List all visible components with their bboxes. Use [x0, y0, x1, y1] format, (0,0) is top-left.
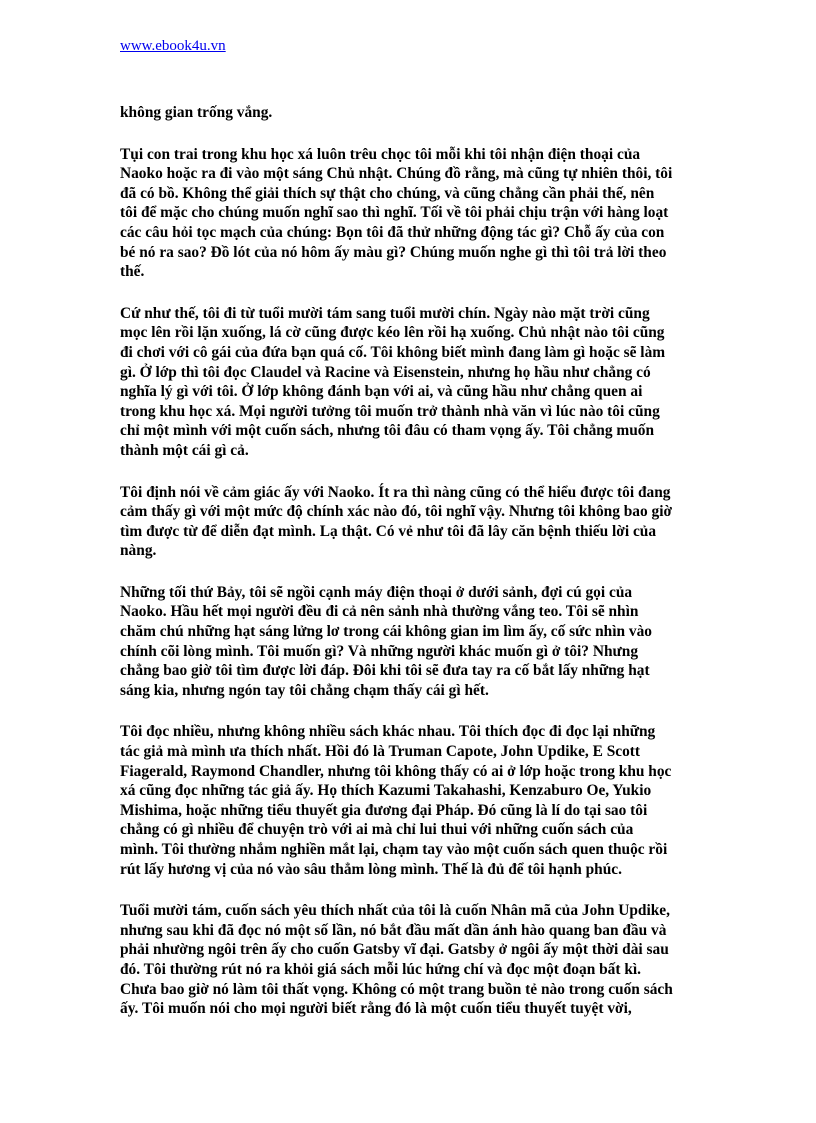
text-line: mình. Tôi thường nhắm nghiền mắt lại, chạm tay vào một cuốn sách quen thuộc rồi: [120, 841, 668, 858]
paragraph: [120, 901, 710, 1019]
text-line: đi chơi với cô gái của đứa bạn quá cố. Tôi không biết mình đang làm gì hoặc sẽ làm: [120, 343, 666, 361]
text-line: Mishima, hoặc những tiểu thuyết gia đương đại Pháp. Đó cũng là lí do tại sao tôi: [120, 801, 648, 819]
text-line: chỉ một mình với một cuốn sách, nhưng tôi đâu có tham vọng ấy. Tôi chẳng muốn: [120, 422, 655, 440]
text-line: Tôi đọc nhiều, nhưng không nhiều sách khác nhau. Tôi thích đọc đi đọc lại những: [120, 723, 656, 741]
text-line: rút lấy hương vị của nó vào sâu thẳm lòng mình. Thế là đủ để tôi hạnh phúc.: [120, 860, 622, 878]
text-line: tôi để mặc cho chúng muốn nghĩ sao thì nghĩ. Tối về tôi phải chịu trận với hàng loạt: [120, 204, 669, 222]
text-line: Tụi con trai trong khu học xá luôn trêu chọc tôi mỗi khi tôi nhận điện thoại của: [120, 145, 641, 163]
text-line: thành một cái gì cả.: [120, 441, 249, 459]
text-line: ấy. Tôi muốn nói cho mọi người biết rằng đó là một cuốn tiểu thuyết tuyệt vời,: [120, 1000, 632, 1018]
text-line: Naoko hoặc ra đi vào một sáng Chủ nhật. Chúng đồ rằng, mà cũng tự nhiên thôi, tôi: [120, 165, 673, 183]
text-line: mọc lên rồi lặn xuống, lá cờ cũng được kéo lên rồi hạ xuống. Chủ nhật nào tôi cũng: [120, 324, 665, 342]
text-line: chăm chú những hạt sáng lửng lơ trong cái không gian im lìm ấy, cố sức nhìn vào: [120, 623, 652, 641]
text-line: Chưa bao giờ nó làm tôi thất vọng. Không có một trang buồn tẻ nào trong cuốn sách: [120, 980, 673, 998]
text-line: Những tối thứ Bảy, tôi sẽ ngồi cạnh máy điện thoại ở dưới sảnh, đợi cú gọi của: [120, 583, 633, 601]
text-line: nàng.: [120, 542, 157, 560]
text-line: đó. Tôi thường rút nó ra khỏi giá sách mỗi lúc hứng chí và đọc một đoạn bất kì.: [120, 960, 642, 978]
text-line: nghĩa lý gì với tôi. Ở lớp không đánh bạn với ai, và cũng hầu như chẳng quen ai: [120, 383, 643, 401]
text-line: đã có bồ. Không thể giải thích sự thật cho chúng, và cũng chẳng cần phải thế, nên: [120, 184, 655, 202]
paragraph: [120, 145, 710, 282]
text-line: không gian trống vắng.: [120, 104, 273, 121]
text-line: nhưng sau khi đã đọc nó một số lần, nó bắt đầu mất dần ánh hào quang ban đầu và: [120, 921, 667, 939]
text-line: phải nhường ngôi trên ấy cho cuốn Gatsby vĩ đại. Gatsby ở ngôi ấy một thời dài sau: [120, 941, 669, 959]
text-line: thế.: [120, 263, 145, 281]
document-body: [120, 103, 710, 1041]
text-line: tác giả mà mình ưa thích nhất. Hồi đó là Truman Capote, John Updike, E Scott: [120, 743, 641, 761]
text-line: gì. Ở lớp thì tôi đọc Claudel và Racine và Eisenstein, nhưng họ hầu như chẳng có: [120, 363, 651, 381]
text-line: chẳng bao giờ tôi tìm được lời đáp. Đôi khi tôi sẽ đưa tay ra cố bắt lấy những hạt: [120, 662, 650, 680]
text-line: cảm thấy gì với một mức độ chính xác nào đó, tôi nghĩ vậy. Nhưng tôi không bao giờ: [120, 503, 673, 521]
ebook-site-link[interactable]: www.ebook4u.vn: [120, 38, 226, 54]
text-line: chẳng có gì nhiều để chuyện trò với ai mà chỉ lui thui với những cuốn sách của: [120, 821, 634, 839]
text-line: Fiagerald, Raymond Chandler, nhưng tôi không thấy có ai ở lớp hoặc trong khu học: [120, 762, 672, 780]
text-line: Cứ như thế, tôi đi từ tuổi mười tám sang tuổi mười chín. Ngày nào mặt trời cũng: [120, 304, 650, 322]
text-line: tìm được từ để diễn đạt mình. Lạ thật. Có vẻ như tôi đã lây căn bệnh thiếu lời của: [120, 522, 657, 540]
paragraph: [120, 722, 710, 879]
text-line: sáng kia, nhưng ngón tay tôi chẳng chạm thấy cái gì hết.: [120, 681, 489, 699]
paragraph: [120, 483, 710, 561]
text-line: các câu hỏi tọc mạch của chúng: Bọn tôi đã thử những động tác gì? Chỗ ấy của con: [120, 223, 665, 241]
text-line: trong khu học xá. Mọi người tưởng tôi muốn trở thành nhà văn vì lúc nào tôi cũng: [120, 402, 660, 420]
text-line: chính cõi lòng mình. Tôi muốn gì? Và những người khác muốn gì ở tôi? Nhưng: [120, 642, 639, 660]
paragraph: [120, 304, 710, 461]
text-line: Tôi định nói về cảm giác ấy với Naoko. Ít ra thì nàng cũng có thể hiểu được tôi đang: [120, 483, 671, 501]
text-line: Naoko. Hầu hết mọi người đều đi cả nên sảnh nhà thường vắng teo. Tôi sẽ nhìn: [120, 603, 639, 621]
text-line: xá cũng đọc những tác giả ấy. Họ thích Kazumi Takahashi, Kenzaburo Oe, Yukio: [120, 782, 652, 800]
paragraph: [120, 583, 710, 701]
text-line: bé nó ra sao? Đồ lót của nó hôm ấy màu gì? Chúng muốn nghe gì thì tôi trả lời theo: [120, 243, 667, 261]
text-line: Tuổi mười tám, cuốn sách yêu thích nhất của tôi là cuốn Nhân mã của John Updike,: [120, 902, 670, 920]
paragraph: [120, 103, 710, 123]
